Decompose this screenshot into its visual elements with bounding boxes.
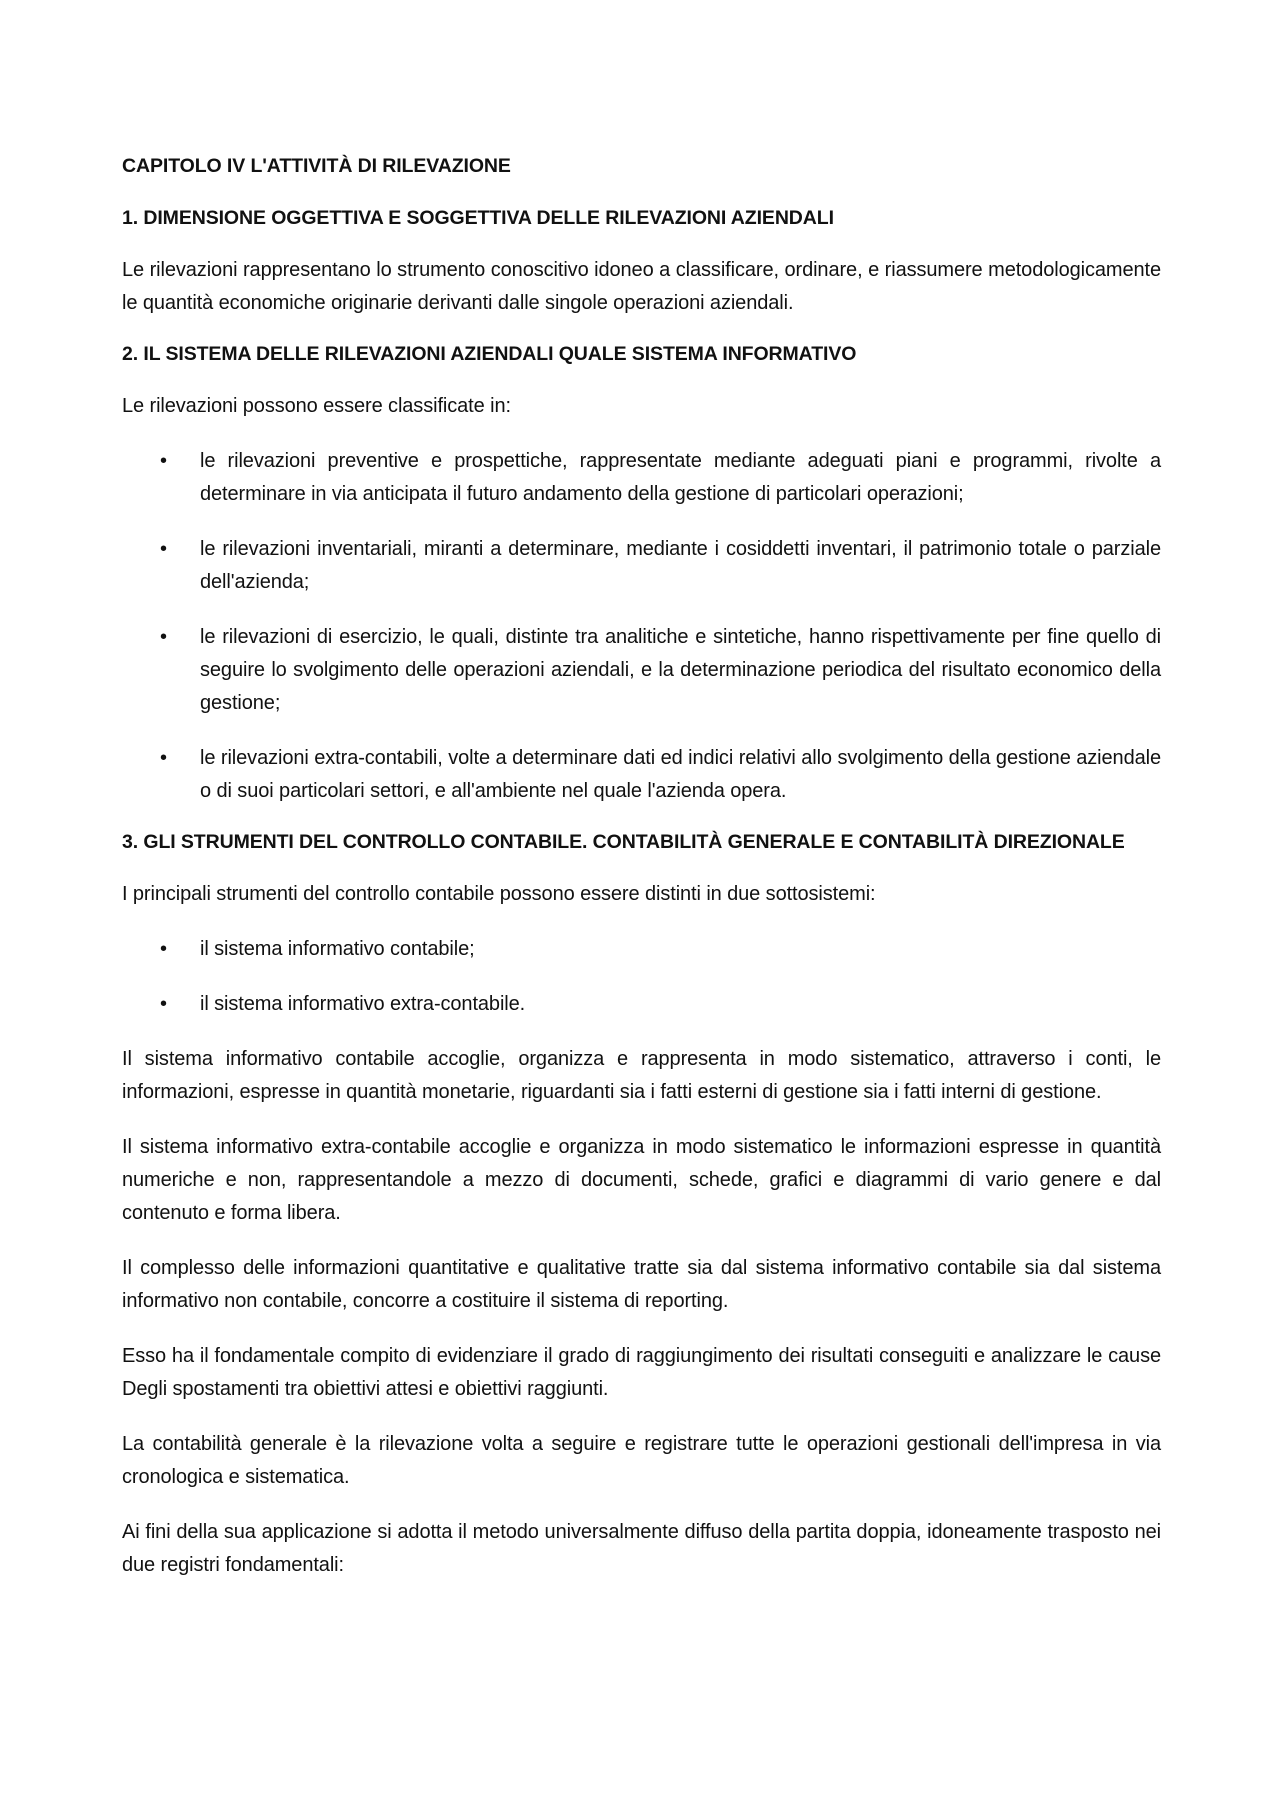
list-item xyxy=(122,621,1161,720)
section-1-paragraph: Le rilevazioni rappresentano lo strumento conoscitivo idoneo a classificare, ordinare, e riassumere metodologicamente le quantità economiche originarie derivanti dalle singole operazioni aziendali. xyxy=(122,259,1161,314)
bullet-icon: • xyxy=(160,993,167,1015)
list-item-text: le rilevazioni inventariali, miranti a determinare, mediante i cosiddetti inventari, il patrimonio totale o parziale dell'azienda; xyxy=(200,538,1161,593)
section-2-intro: Le rilevazioni possono essere classificate in: xyxy=(122,395,511,417)
list-item xyxy=(122,742,1161,808)
section-3-intro: I principali strumenti del controllo contabile possono essere distinti in due sottosistemi: xyxy=(122,883,876,905)
bullet-icon: • xyxy=(160,938,167,960)
section-1-heading: 1. DIMENSIONE OGGETTIVA E SOGGETTIVA DELLE RILEVAZIONI AZIENDALI xyxy=(122,207,834,229)
list-item xyxy=(122,445,1161,511)
section-3-paragraph-1: Il sistema informativo contabile accoglie, organizza e rappresenta in modo sistematico, attraverso i conti, le informazioni, espresse in quantità monetarie, riguardanti sia i fatti esterni di gestione sia i fatti interni di gestione. xyxy=(122,1048,1161,1103)
section-3-paragraph-2: Il sistema informativo extra-contabile accoglie e organizza in modo sistematico le informazioni espresse in quantità numeriche e non, rappresentandole a mezzo di documenti, schede, grafici e diagrammi di vario genere e dal contenuto e forma libera. xyxy=(122,1136,1161,1224)
section-3-bullet-list xyxy=(122,933,1161,1021)
list-item xyxy=(122,988,1161,1021)
list-item xyxy=(122,533,1161,599)
section-3-paragraph-3: Il complesso delle informazioni quantitative e qualitative tratte sia dal sistema informativo contabile sia dal sistema informativo non contabile, concorre a costituire il sistema di reporting. xyxy=(122,1257,1161,1312)
section-2-bullet-list xyxy=(122,445,1161,808)
bullet-icon: • xyxy=(160,450,167,472)
list-item xyxy=(122,933,1161,966)
bullet-icon: • xyxy=(160,538,167,560)
list-item-text: il sistema informativo extra-contabile. xyxy=(200,993,526,1015)
list-item-text: le rilevazioni preventive e prospettiche, rappresentate mediante adeguati piani e programmi, rivolte a determinare in via anticipata il futuro andamento della gestione di particolari operazioni; xyxy=(200,450,1161,505)
bullet-icon: • xyxy=(160,626,167,648)
list-item-text: il sistema informativo contabile; xyxy=(200,938,475,960)
section-3-heading: 3. GLI STRUMENTI DEL CONTROLLO CONTABILE. CONTABILITÀ GENERALE E CONTABILITÀ DIREZIONALE xyxy=(122,831,1125,853)
section-3-paragraph-6: Ai fini della sua applicazione si adotta il metodo universalmente diffuso della partita doppia, idoneamente trasposto nei due registri fondamentali: xyxy=(122,1521,1161,1576)
bullet-icon: • xyxy=(160,747,167,769)
list-item-text: le rilevazioni di esercizio, le quali, distinte tra analitiche e sintetiche, hanno rispettivamente per fine quello di seguire lo svolgimento delle operazioni aziendali, e la determinazione periodica del risultato economico della gestione; xyxy=(200,626,1161,714)
section-3-paragraph-4: Esso ha il fondamentale compito di evidenziare il grado di raggiungimento dei risultati conseguiti e analizzare le cause Degli spostamenti tra obiettivi attesi e obiettivi raggiunti. xyxy=(122,1345,1161,1400)
section-2-heading: 2. IL SISTEMA DELLE RILEVAZIONI AZIENDALI QUALE SISTEMA INFORMATIVO xyxy=(122,343,857,365)
list-item-text: le rilevazioni extra-contabili, volte a determinare dati ed indici relativi allo svolgimento della gestione aziendale o di suoi particolari settori, e all'ambiente nel quale l'azienda opera. xyxy=(200,747,1161,802)
chapter-title: CAPITOLO IV L'ATTIVITÀ DI RILEVAZIONE xyxy=(122,155,511,177)
section-3-paragraph-5: La contabilità generale è la rilevazione volta a seguire e registrare tutte le operazioni gestionali dell'impresa in via cronologica e sistematica. xyxy=(122,1433,1161,1488)
